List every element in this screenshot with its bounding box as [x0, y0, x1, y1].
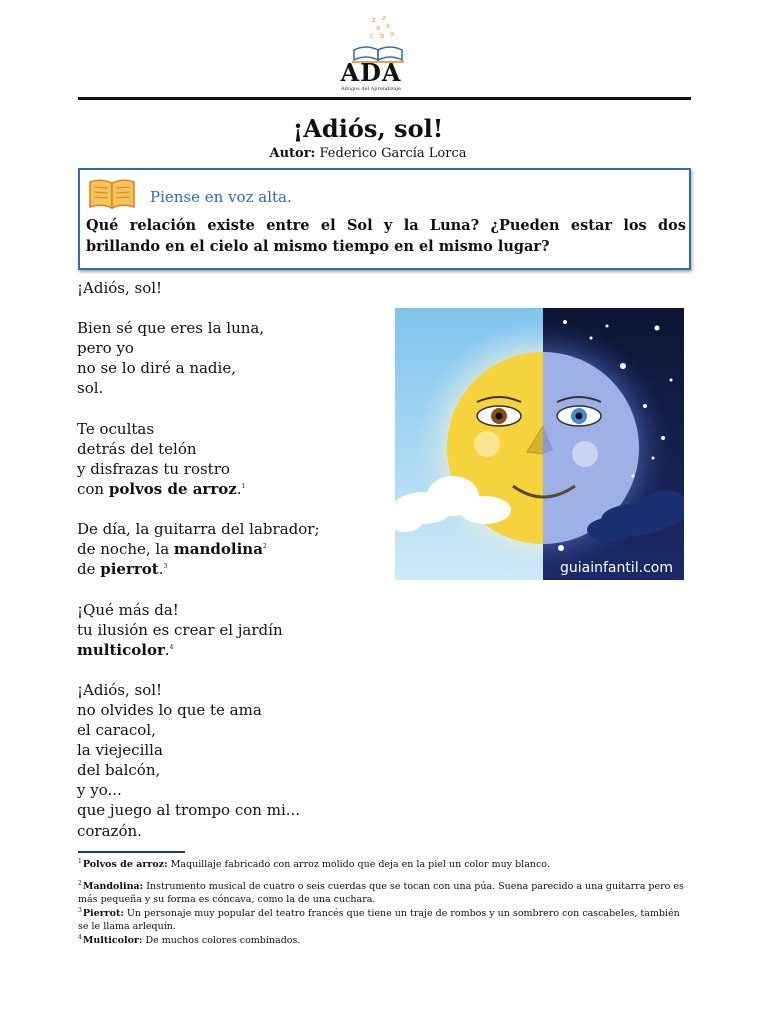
- footnote: [78, 858, 688, 871]
- footnote-divider: [78, 851, 185, 853]
- svg-text:x: x: [386, 22, 391, 30]
- image-watermark: guiainfantil.com: [560, 560, 673, 576]
- svg-text:z: z: [372, 16, 376, 24]
- poem-line: la viejecilla: [77, 741, 163, 760]
- sun-moon-illustration: [395, 308, 684, 580]
- author-name: Federico García Lorca: [319, 146, 467, 161]
- footnote-ref: 2: [262, 543, 267, 551]
- header-divider: [78, 97, 691, 100]
- svg-text:z: z: [382, 14, 386, 22]
- footnote-term: Pierrot:: [82, 908, 124, 919]
- logo-name: ADA: [340, 58, 402, 87]
- page-title: ¡Adiós, sol!: [292, 114, 444, 143]
- poem-line: que juego al trompo con mi...: [77, 801, 301, 820]
- footnote-ref: 1: [241, 482, 246, 490]
- poem-line: pero yo: [77, 339, 134, 358]
- think-aloud-question: Qué relación existe entre el Sol y la Luna? ¿Pueden estar los dos brillando en el cielo al mismo tiempo en el mismo lugar?: [86, 217, 686, 255]
- footnote-text: Maquillaje fabricado con arroz molido que deja en la piel un color muy blanco.: [167, 859, 550, 870]
- poem-line: y yo...: [77, 781, 122, 800]
- author-label: Autor:: [269, 146, 316, 161]
- poem-line: sol.: [77, 379, 104, 398]
- author-line: [0, 146, 736, 161]
- glossary-term: mandolina: [173, 540, 263, 559]
- footnote-number: 3: [78, 906, 82, 914]
- footnote-term: Multicolor:: [82, 935, 143, 946]
- open-book-icon: [88, 178, 136, 210]
- footnote-number: 4: [78, 933, 82, 941]
- poem-line: detrás del telón: [77, 439, 197, 458]
- poem-line: Te ocultas: [77, 419, 155, 438]
- glossary-term: multicolor: [77, 640, 165, 659]
- poem-line: de pierrot.$^3$: [77, 560, 168, 579]
- footnote-text: Un personaje muy popular del teatro francés que tiene un traje de rombos y un sombrero con cascabeles, también se le llama arlequín.: [78, 908, 680, 932]
- footnote-ref: 3: [163, 563, 168, 571]
- svg-text:a: a: [376, 24, 381, 32]
- poem-line: con polvos de arroz.$^1$: [77, 479, 246, 498]
- footnote-ref: 4: [169, 643, 174, 651]
- svg-text:a: a: [390, 30, 395, 38]
- poem-line: tu ilusión es crear el jardín: [77, 620, 283, 639]
- footnote-number: 2: [78, 879, 82, 887]
- poem-line: corazón.: [77, 821, 142, 840]
- footnote-term: Mandolina:: [82, 881, 144, 892]
- poem-line: Bien sé que eres la luna,: [77, 319, 265, 338]
- poem-line: y disfrazas tu rostro: [77, 459, 230, 478]
- footnote-number: 1: [78, 857, 82, 865]
- poem-line: de noche, la mandolina$^2$: [77, 540, 267, 559]
- think-aloud-heading: Piense en voz alta.: [150, 188, 292, 206]
- poem: [77, 278, 377, 841]
- footnote: [78, 934, 688, 947]
- poem-line: el caracol,: [77, 721, 156, 740]
- footnote-term: Polvos de arroz:: [82, 859, 168, 870]
- footnote: [78, 880, 688, 906]
- poem-line: ¡Adiós, sol!: [77, 680, 163, 699]
- footnote-text: De muchos colores combinados.: [142, 935, 301, 946]
- logo-subtitle: Amigos del Aprendizaje: [341, 86, 401, 92]
- poem-line: ¡Adiós, sol!: [77, 279, 163, 297]
- poem-line: De día, la guitarra del labrador;: [77, 520, 320, 539]
- poem-line: no se lo diré a nadie,: [77, 359, 236, 378]
- footnote: [78, 907, 688, 933]
- poem-line: multicolor.$^4$: [77, 640, 174, 659]
- poem-line: del balcón,: [77, 761, 161, 780]
- svg-text:b: b: [380, 32, 385, 40]
- glossary-term: polvos de arroz: [108, 479, 237, 498]
- glossary-term: pierrot: [100, 560, 159, 579]
- footnote-text: Instrumento musical de cuatro o seis cuerdas que se tocan con una púa. Suena parecido a una guitarra pero es más pequeña y su forma es cóncava, como la de una cuchara.: [78, 881, 684, 905]
- svg-text:c: c: [370, 32, 374, 40]
- poem-line: no olvides lo que te ama: [77, 700, 262, 719]
- poem-line: ¡Qué más da!: [77, 600, 179, 619]
